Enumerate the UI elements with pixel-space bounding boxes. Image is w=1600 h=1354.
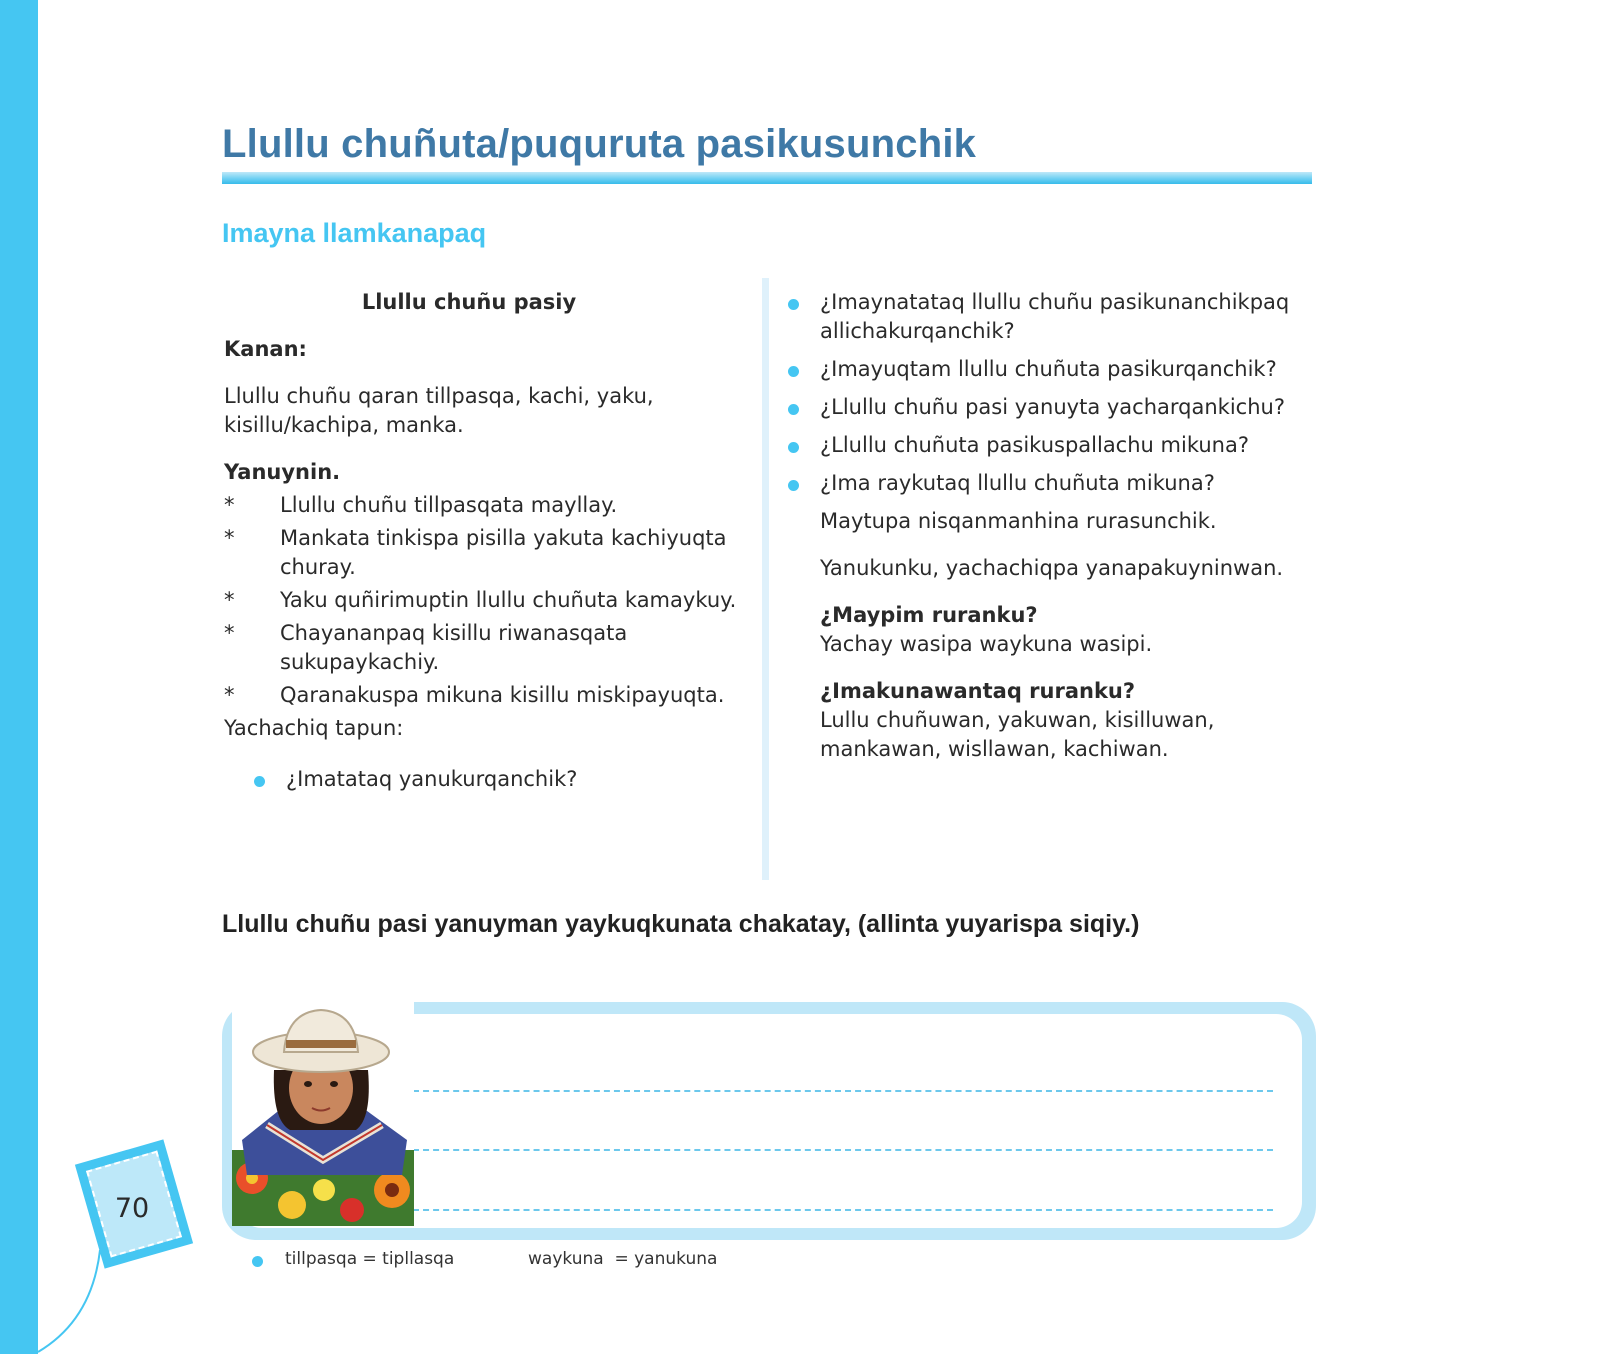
section-title: Imayna llamkanapaq [222, 218, 487, 248]
girl-illustration-icon [232, 1000, 414, 1226]
list-item [224, 491, 744, 520]
question-text: ¿Ima raykutaq llullu chuñuta mikuna? [820, 471, 1215, 495]
step-marker: * [224, 621, 235, 645]
questions-intro: Yachachiq tapun: [224, 716, 404, 740]
where-answer: Yachay wasipa waykuna wasipi. [820, 632, 1153, 656]
list-item [758, 288, 1320, 346]
recipe-title: Llullu chuñu pasiy [361, 290, 577, 314]
list-item [758, 469, 1320, 498]
list-item [758, 393, 1320, 422]
where-heading: ¿Maypim ruranku? [820, 603, 1038, 627]
ingredients-text: Llullu chuñu qaran tillpasqa, kachi, yaku, kisillu/kachipa, manka. [224, 384, 654, 437]
bullet-dot-icon [788, 442, 799, 453]
list-item [224, 524, 744, 582]
question-text: ¿Imayuqtam llullu chuñuta pasikurqanchik? [820, 357, 1277, 381]
with-heading: ¿Imakunawantaq ruranku? [820, 679, 1136, 703]
right-column [820, 288, 1320, 764]
step-text: Llullu chuñu tillpasqata mayllay. [280, 493, 618, 517]
bullet-dot-icon [252, 1256, 263, 1267]
step-marker: * [224, 588, 235, 612]
list-item [758, 355, 1320, 384]
glossary-item: tillpasqa = tipllasqa [285, 1249, 455, 1269]
page-title: Llullu chuñuta/puquruta pasikusunchik [222, 122, 977, 166]
list-item [224, 586, 744, 615]
step-text: Mankata tinkispa pisilla yakuta kachiyuqta churay. [280, 526, 727, 579]
list-item [224, 619, 744, 677]
steps-list [224, 491, 744, 710]
ingredients-heading: Kanan: [224, 337, 307, 361]
bullet-dot-icon [788, 404, 799, 415]
step-marker: * [224, 683, 235, 707]
left-color-band [0, 0, 38, 1354]
list-item [224, 681, 744, 710]
question-text: ¿Llullu chuñuta pasikuspallachu mikuna? [820, 433, 1249, 457]
with-answer: Lullu chuñuwan, yakuwan, kisilluwan, mankawan, wisllawan, kachiwan. [820, 708, 1215, 761]
writing-line[interactable] [413, 1209, 1273, 1211]
step-text: Qaranakuspa mikuna kisillu miskipayuqta. [280, 683, 725, 707]
step-marker: * [224, 526, 235, 550]
paragraph: Maytupa nisqanmanhina rurasunchik. [820, 509, 1217, 533]
page-number: 70 [114, 1193, 150, 1224]
questions-list [758, 288, 1320, 498]
paragraph: Yanukunku, yachachiqpa yanapakuyninwan. [820, 556, 1284, 580]
step-marker: * [224, 493, 235, 517]
list-item [224, 765, 744, 794]
question-text: ¿Llullu chuñu pasi yanuyta yacharqankichu? [820, 395, 1285, 419]
step-text: Yaku quñirimuptin llullu chuñuta kamaykuy. [280, 588, 737, 612]
bullet-dot-icon [788, 366, 799, 377]
writing-line[interactable] [413, 1149, 1273, 1151]
bullet-dot-icon [788, 299, 799, 310]
bullet-dot-icon [788, 480, 799, 491]
glossary-item: waykuna = yanukuna [528, 1249, 718, 1269]
steps-heading: Yanuynin. [224, 460, 341, 484]
title-underline [222, 172, 1312, 184]
question-text: ¿Imatataq yanukurqanchik? [286, 767, 578, 791]
list-item [758, 431, 1320, 460]
activity-instruction: Llullu chuñu pasi yanuyman yaykuqkunata chakatay, (allinta yuyarispa siqiy.) [222, 910, 1140, 938]
bullet-dot-icon [254, 776, 265, 787]
writing-line[interactable] [413, 1090, 1273, 1092]
question-text: ¿Imaynatataq llullu chuñu pasikunanchikpaq allichakurqanchik? [820, 290, 1290, 343]
left-column [224, 288, 744, 794]
step-text: Chayananpaq kisillu riwanasqata sukupaykachiy. [280, 621, 628, 674]
